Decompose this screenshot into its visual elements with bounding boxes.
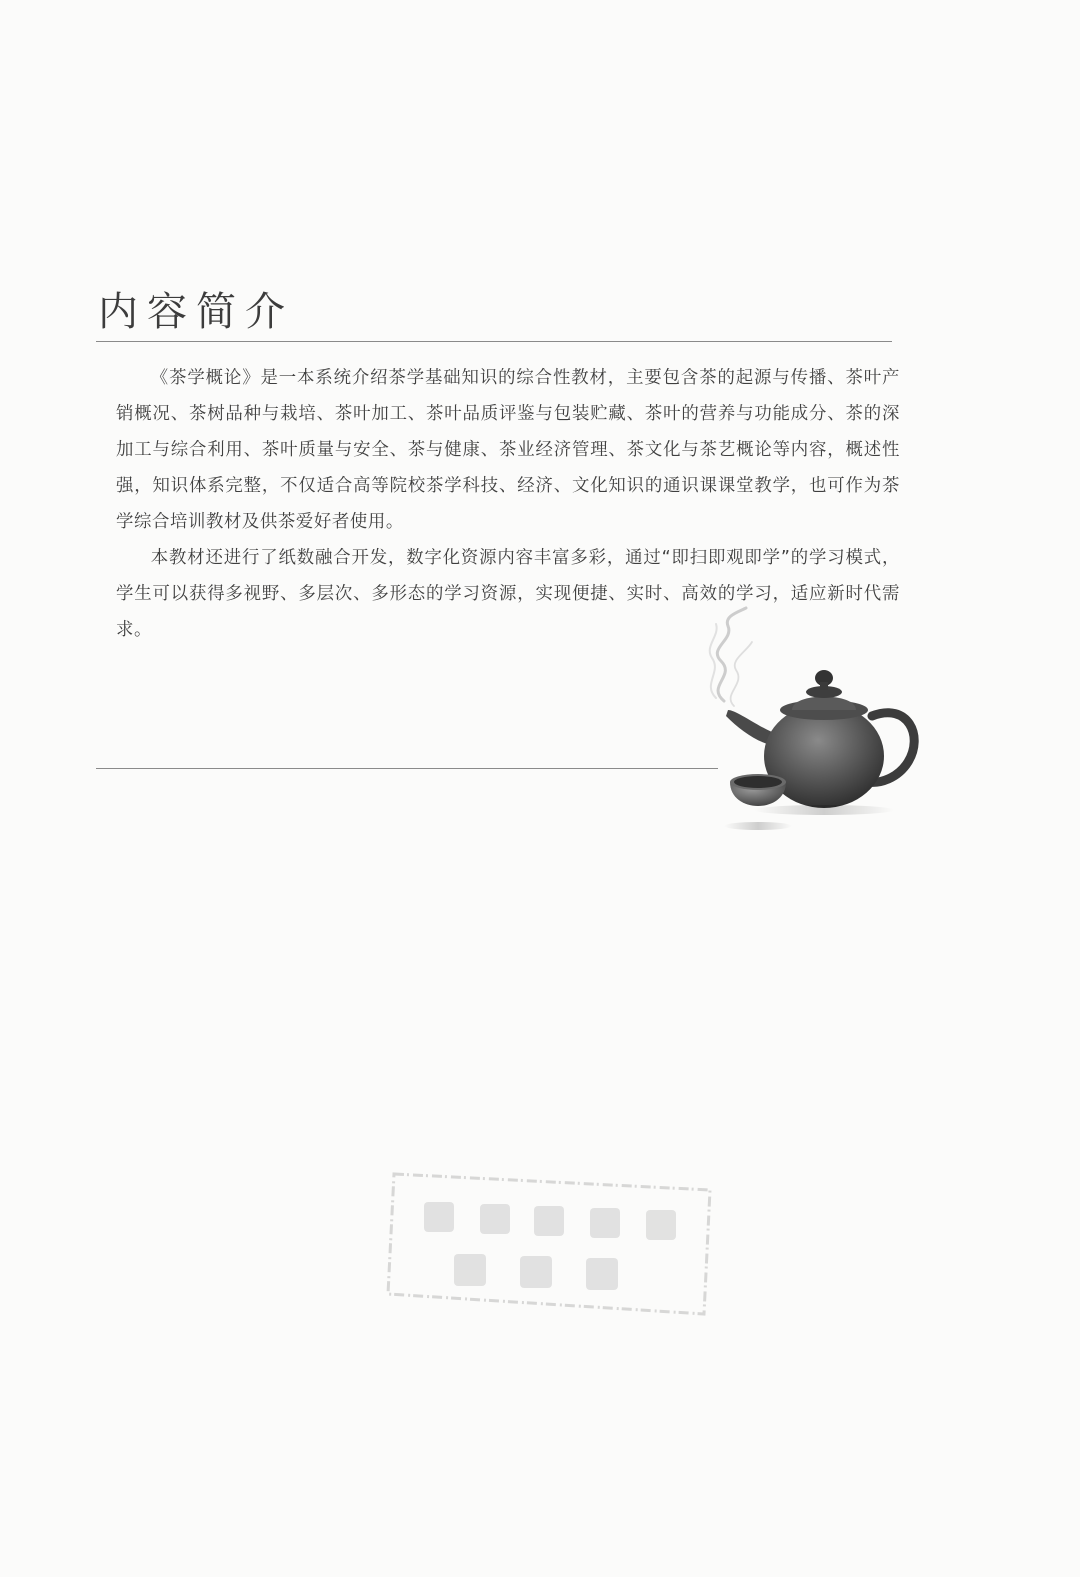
title-divider [96,341,892,342]
intro-paragraph-1: 《茶学概论》是一本系统介绍茶学基础知识的综合性教材，主要包含茶的起源与传播、茶叶产销概况、茶树品种与栽培、茶叶加工、茶叶品质评鉴与包装贮藏、茶叶的营养与功能成分、茶的深加工与综合利用、茶叶质量与安全、茶与健康、茶业经济管理、茶文化与茶艺概论等内容，概述性强，知识体系完整，不仅适合高等院校茶学科技、经济、文化知识的通识课课堂教学，也可作为茶学综合培训教材及供茶爱好者使用。 [116,368,900,532]
intro-paragraph-2: 本教材还进行了纸数融合开发，数字化资源内容丰富多彩，通过“即扫即观即学”的学习模式，学生可以获得多视野、多层次、多形态的学习资源，实现便捷、实时、高效的学习，适应新时代需求。 [116,548,900,640]
intro-text [116,360,900,648]
teapot-with-cup-icon [676,606,926,838]
section-title: 内容简介 [98,289,294,335]
bottom-divider [96,768,718,769]
faded-library-stamp-icon [384,1166,714,1318]
